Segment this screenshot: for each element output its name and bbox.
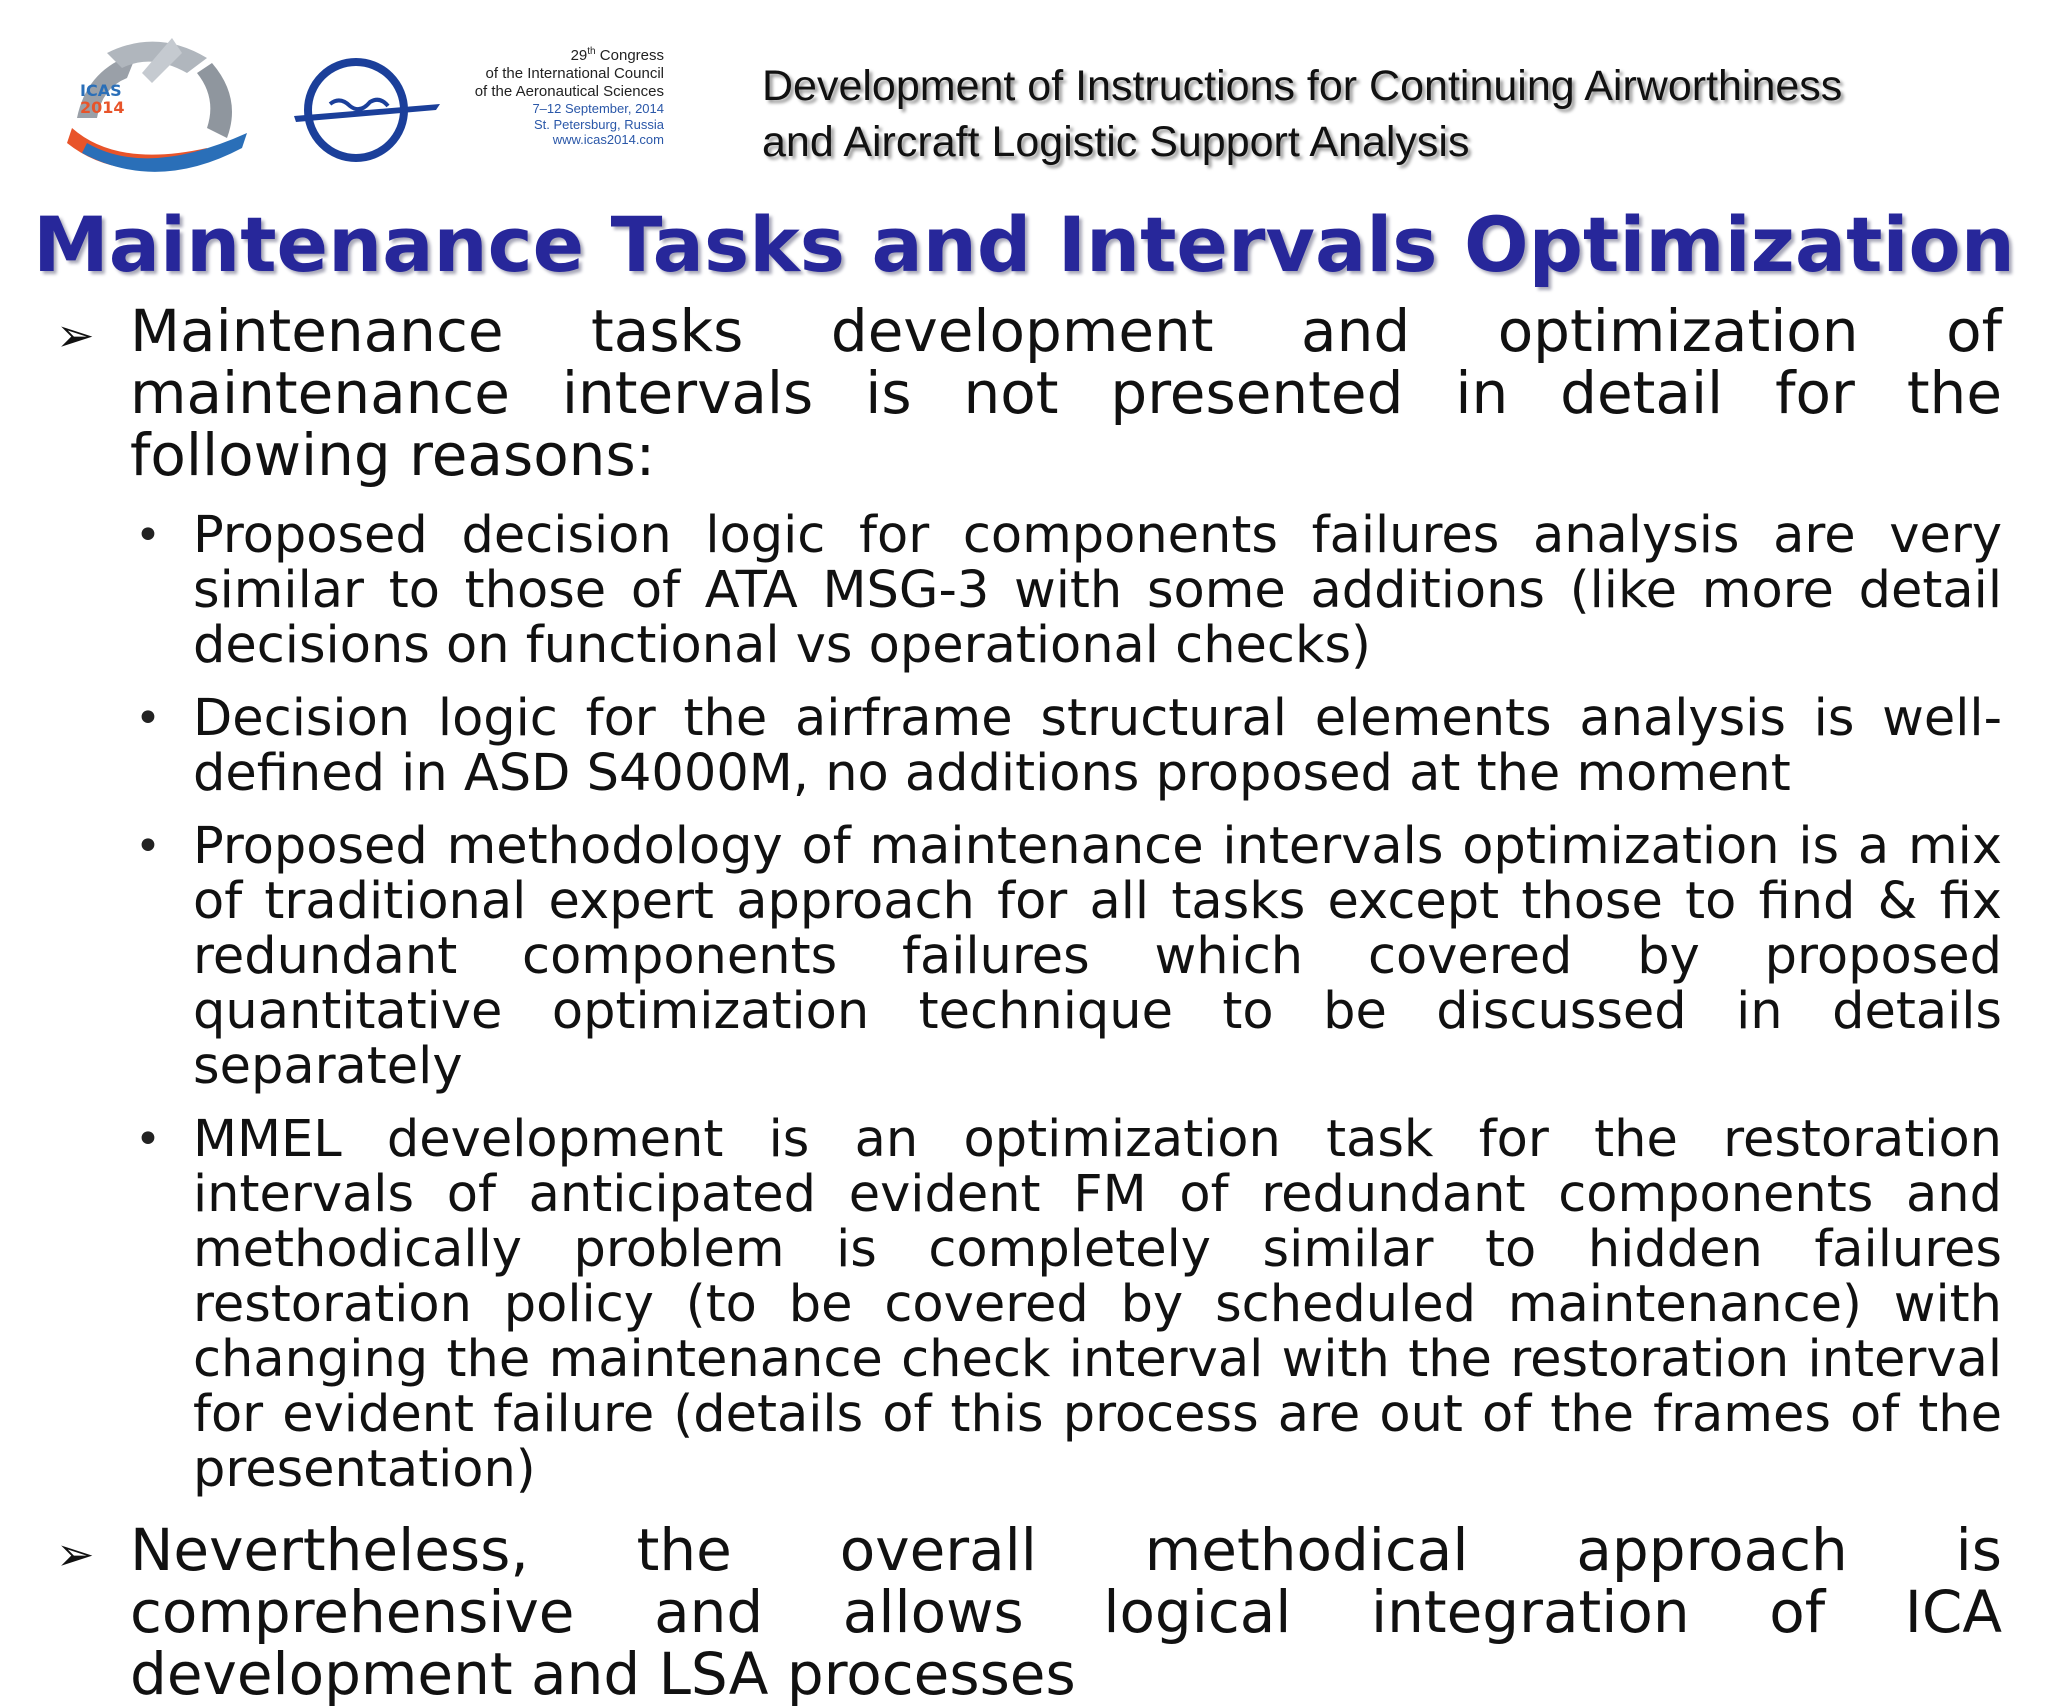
sub-bullet-4-text: MMEL development is an optimization task for the restoration intervals of anticipated evident FM of redundant components and methodically problem is completely similar to hidden failures restoration policy (to be covered by scheduled maintenance) with changing the maintenance check interval with the restoration interval for evident failure (details of this process are out of the frames of the presentation): [193, 1110, 2002, 1499]
congress-location: St. Petersburg, Russia: [533, 116, 664, 132]
congress-info: [452, 46, 664, 148]
bullet-1-text: Maintenance tasks development and optimization of maintenance intervals is not presented in detail for the following reasons:: [130, 297, 2002, 489]
sub-bullet-3: [135, 817, 2002, 1096]
bullet-1: [56, 297, 2002, 489]
bullet-2: [56, 1516, 2002, 1708]
sub-bullet-2: [135, 689, 2002, 803]
icas-logo-year: 2014: [80, 98, 125, 117]
slide-title: Maintenance Tasks and Intervals Optimization: [33, 200, 2015, 289]
presentation-title: [762, 58, 2022, 170]
dot-bullet-icon: •: [135, 693, 161, 744]
sub-bullet-4: [135, 1110, 2002, 1499]
dot-bullet-icon: •: [135, 821, 161, 872]
slide-header: [0, 0, 2048, 190]
slide-content: [0, 297, 2048, 1708]
congress-website: www.icas2014.com: [552, 132, 664, 148]
sub-bullet-3-text: Proposed methodology of maintenance intervals optimization is a mix of traditional expert approach for all tasks except those to find & fix redundant components failures which covered by proposed quantitative optimization technique to be discussed in details separately: [193, 817, 2002, 1096]
presentation-title-line-2: and Aircraft Logistic Support Analysis: [762, 118, 1470, 166]
arrow-bullet-icon: ➢: [56, 308, 95, 362]
ank-logo: [290, 56, 446, 164]
arrow-bullet-icon: ➢: [56, 1527, 95, 1581]
congress-date: 7–12 September, 2014: [532, 101, 664, 116]
congress-line-2: of the International Council: [485, 65, 664, 82]
icas-logo-text: ICAS: [80, 81, 122, 100]
congress-number: 29th Congress: [570, 46, 664, 64]
icas-logo: [52, 36, 272, 176]
sub-bullet-1: [135, 506, 2002, 675]
presentation-title-line-1: Development of Instructions for Continuing Airworthiness: [762, 62, 1843, 110]
sub-bullet-1-text: Proposed decision logic for components failures analysis are very similar to those of ATA MSG-3 with some additions (like more detail decisions on functional vs operational checks): [193, 506, 2002, 675]
dot-bullet-icon: •: [135, 1114, 161, 1165]
dot-bullet-icon: •: [135, 510, 161, 561]
bullet-2-text: Nevertheless, the overall methodical approach is comprehensive and allows logical integration of ICA development and LSA processes: [130, 1516, 2002, 1708]
sub-bullet-2-text: Decision logic for the airframe structural elements analysis is well-defined in ASD S4000M, no additions proposed at the moment: [193, 689, 2002, 803]
congress-line-3: of the Aeronautical Sciences: [474, 83, 664, 100]
